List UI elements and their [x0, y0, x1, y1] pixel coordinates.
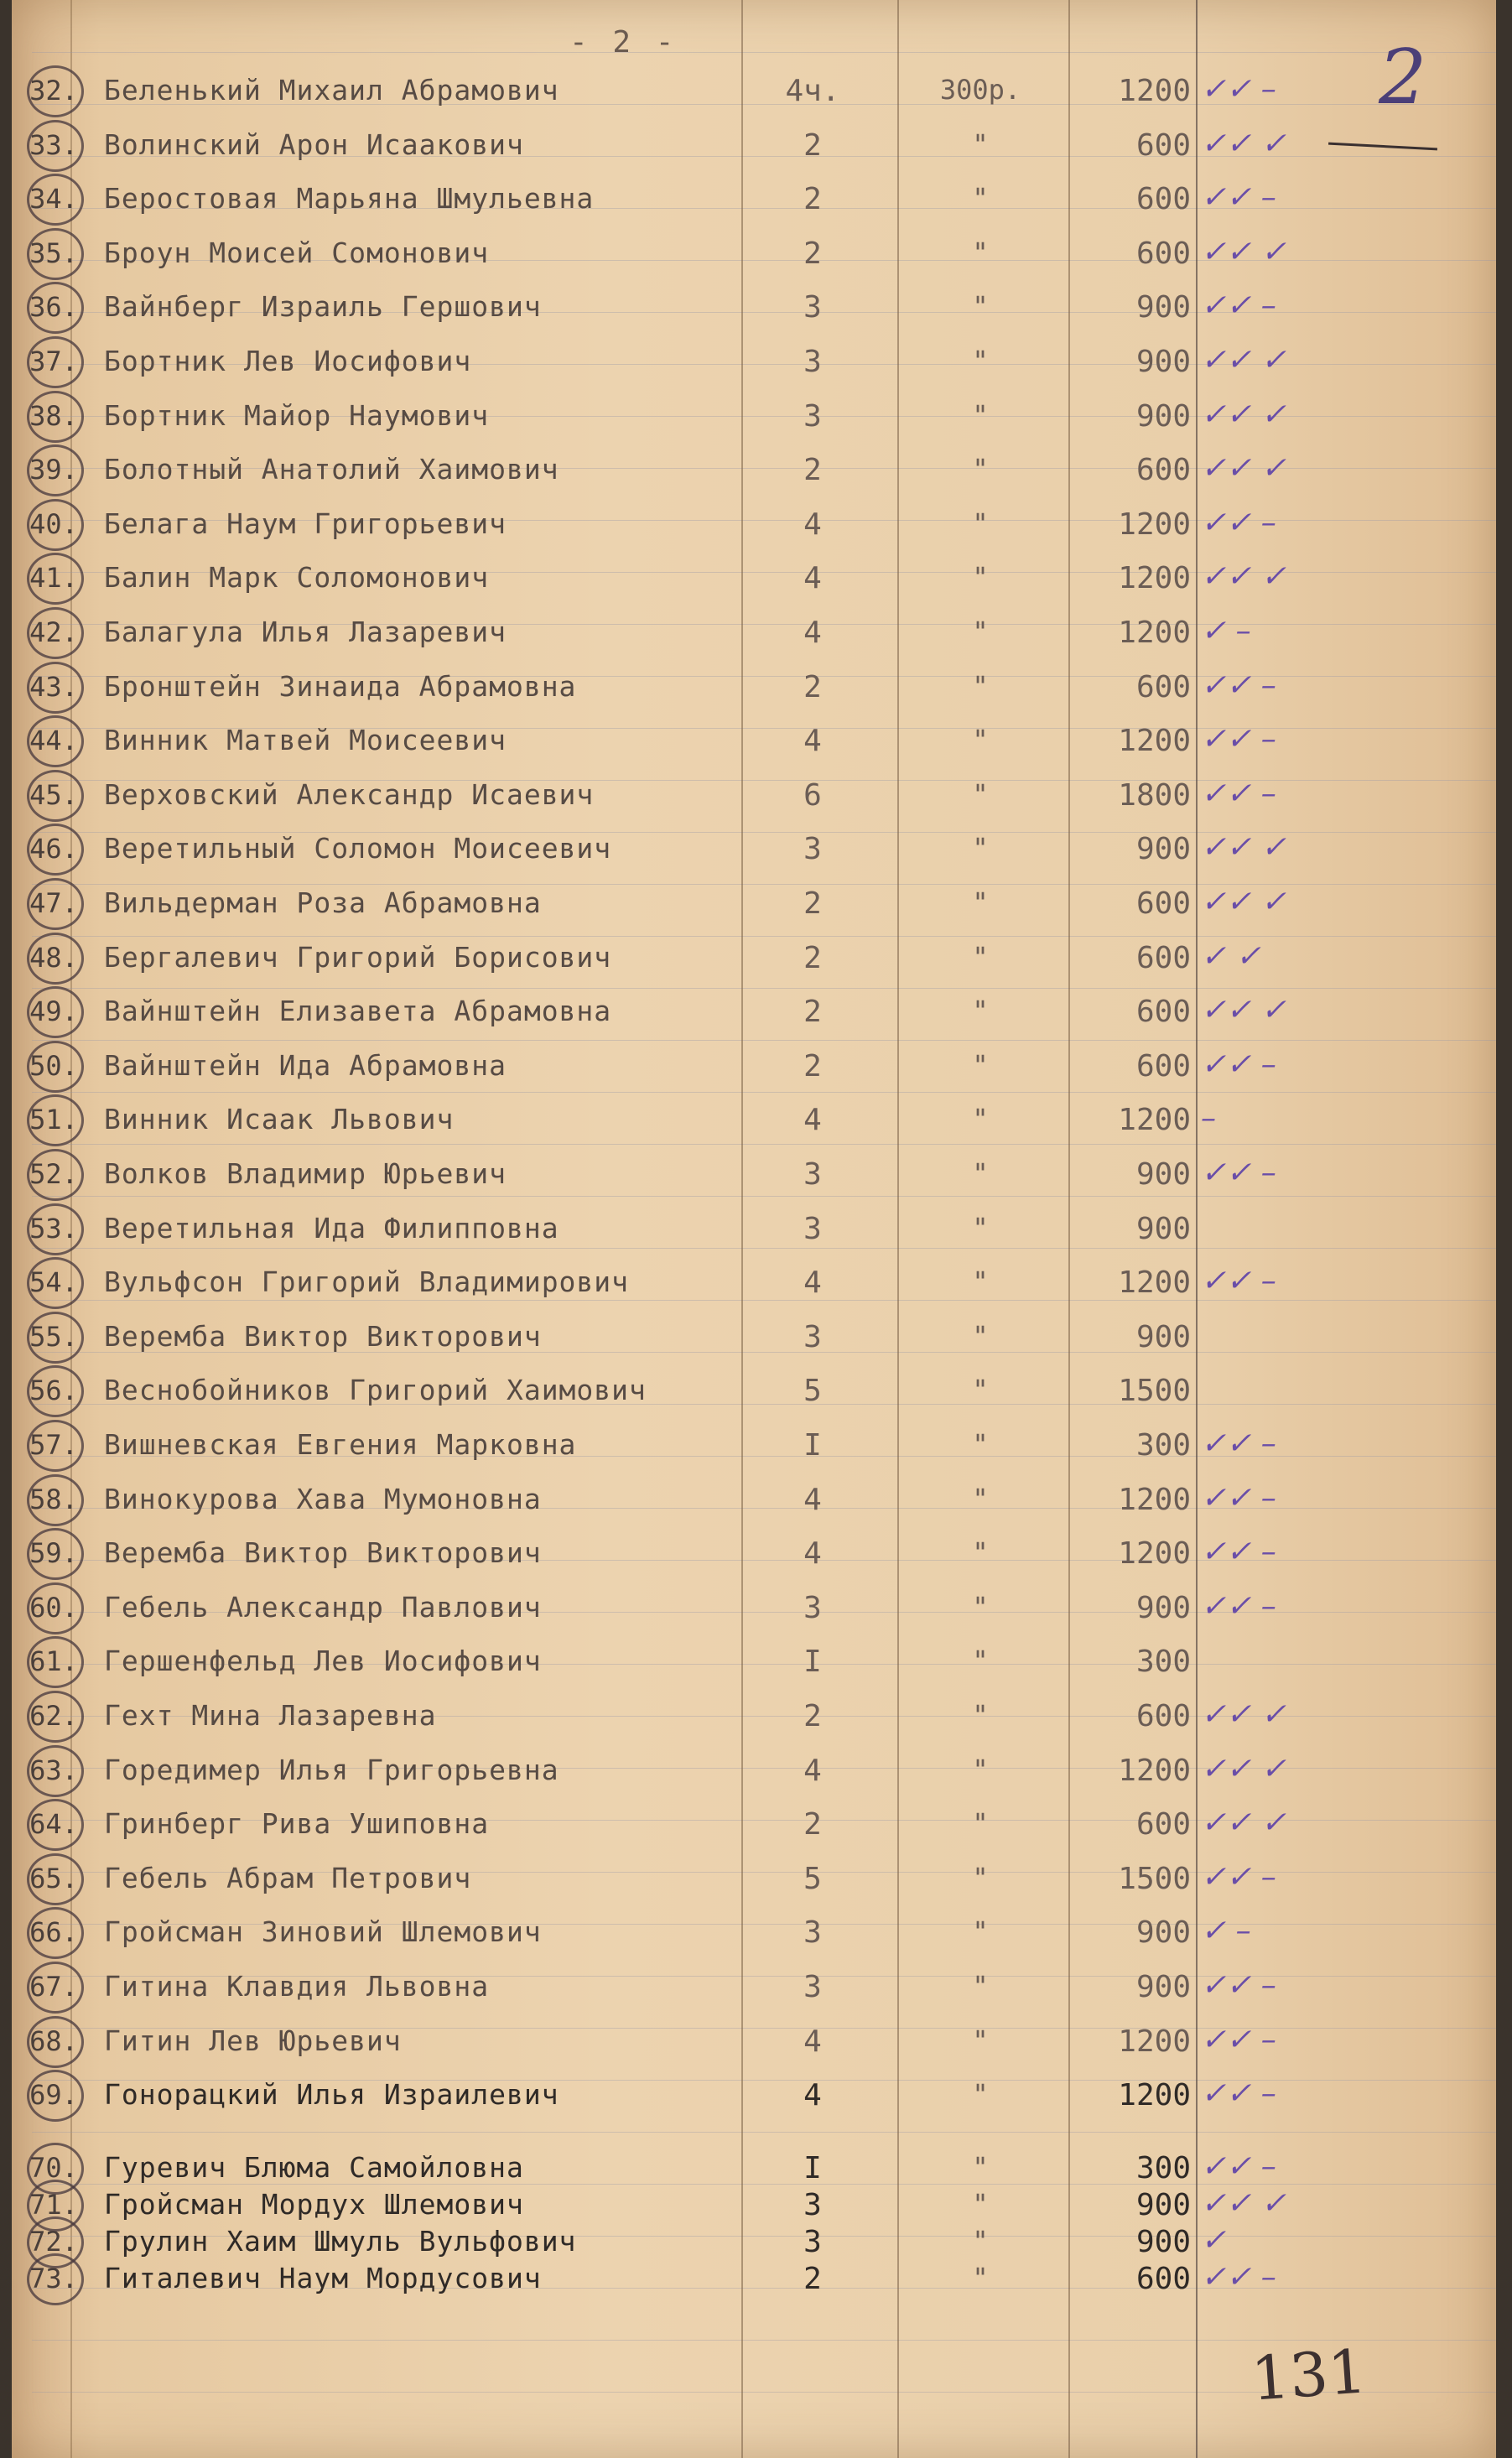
table-row — [12, 1365, 1496, 1416]
check-marks: ✓✓ – — [1201, 2260, 1276, 2294]
rate-per-person: " — [972, 1320, 989, 1352]
check-marks: ✓ ✓ — [1201, 939, 1261, 974]
amount-total: 600 — [1135, 995, 1191, 1029]
rate-per-person: " — [972, 561, 989, 593]
person-name: Болотный Анатолий Хаимович — [104, 453, 559, 486]
amount-total: 300 — [1135, 1428, 1191, 1463]
table-row — [12, 933, 1496, 983]
table-row — [12, 1853, 1496, 1904]
family-members-count: 2 — [803, 453, 822, 487]
row-number: 68. — [15, 2018, 92, 2065]
rate-per-person: " — [972, 1212, 989, 1244]
person-name: Бронштейн Зинаида Абрамовна — [104, 670, 577, 703]
check-marks: ✓✓ – — [1201, 180, 1276, 215]
row-number: 39. — [15, 446, 92, 493]
row-number: 36. — [15, 283, 92, 330]
family-members-count: 4 — [803, 724, 822, 758]
table-row — [12, 499, 1496, 549]
family-members-count: 4 — [803, 1536, 822, 1571]
family-members-count: 4 — [803, 2078, 822, 2112]
family-members-count: 3 — [803, 1212, 822, 1246]
table-row — [12, 120, 1496, 170]
family-members-count: 3 — [803, 345, 822, 379]
rate-per-person: " — [972, 832, 989, 864]
row-number: 40. — [15, 501, 92, 548]
person-name: Веремба Виктор Викторович — [104, 1320, 542, 1353]
check-marks: ✓✓ ✓ — [1201, 451, 1286, 486]
rate-per-person: " — [972, 670, 989, 702]
ruled-line — [32, 52, 1496, 53]
person-name: Беленький Михаил Абрамович — [104, 74, 559, 107]
person-name: Гринберг Рива Ушиповна — [104, 1807, 490, 1840]
check-marks: ✓✓ – — [1201, 1968, 1276, 2003]
amount-total: 1200 — [1118, 724, 1191, 758]
family-members-count: 4 — [803, 1265, 822, 1300]
amount-total: 1200 — [1118, 507, 1191, 542]
rate-per-person: " — [972, 128, 989, 160]
check-marks: ✓✓ – — [1201, 1535, 1276, 1569]
amount-total: 600 — [1135, 236, 1191, 271]
row-number: 67. — [15, 1963, 92, 2010]
amount-total: 900 — [1135, 1320, 1191, 1354]
row-number: 60. — [15, 1584, 92, 1631]
person-name: Броун Моисей Сомонович — [104, 236, 490, 269]
person-name: Гиталевич Наум Мордусович — [104, 2262, 542, 2294]
row-number: 55. — [15, 1313, 92, 1360]
row-number: 54. — [15, 1259, 92, 1306]
table-row — [12, 662, 1496, 712]
rate-per-person: " — [972, 995, 989, 1026]
rate-per-person: " — [972, 2024, 989, 2056]
family-members-count: 2 — [803, 182, 822, 216]
row-number: 41. — [15, 554, 92, 601]
amount-total: 900 — [1135, 832, 1191, 866]
sheet-number-stamp: 131 — [1249, 2336, 1369, 2414]
amount-total: 600 — [1135, 182, 1191, 216]
amount-total: 600 — [1135, 1807, 1191, 1842]
family-members-count: 4 — [803, 1103, 822, 1137]
amount-total: 1500 — [1118, 1374, 1191, 1408]
check-marks: ✓✓ – — [1201, 722, 1276, 756]
rate-per-person: " — [972, 1970, 989, 2002]
table-row — [12, 1799, 1496, 1849]
row-number: 71. — [15, 2181, 92, 2228]
rate-per-person: " — [972, 1754, 989, 1785]
check-marks: ✓✓ – — [1201, 2023, 1276, 2057]
table-row — [12, 1257, 1496, 1307]
person-name: Грулин Хаим Шмуль Вульфович — [104, 2225, 577, 2258]
person-name: Бортник Лев Иосифович — [104, 345, 472, 377]
family-members-count: 2 — [803, 670, 822, 704]
amount-total: 1500 — [1118, 1862, 1191, 1896]
row-number: 43. — [15, 663, 92, 710]
check-marks: ✓✓ – — [1201, 2076, 1276, 2111]
row-number: 73. — [15, 2255, 92, 2302]
person-name: Белага Наум Григорьевич — [104, 507, 507, 540]
table-row — [12, 2253, 1496, 2304]
row-number: 45. — [15, 772, 92, 818]
rate-per-person: " — [972, 1103, 989, 1135]
check-marks: ✓ – — [1201, 614, 1251, 648]
row-number: 34. — [15, 175, 92, 222]
table-row — [12, 1962, 1496, 2012]
person-name: Гитин Лев Юрьевич — [104, 2024, 402, 2057]
pen-stroke — [1328, 143, 1437, 151]
family-members-count: 3 — [803, 290, 822, 325]
amount-total: 1200 — [1118, 1754, 1191, 1788]
rate-per-person: " — [972, 2151, 989, 2183]
row-number: 32. — [15, 67, 92, 114]
row-number: 65. — [15, 1855, 92, 1902]
rate-per-person: " — [972, 2225, 989, 2257]
table-row — [12, 1474, 1496, 1525]
row-number: 53. — [15, 1205, 92, 1252]
rate-per-person: " — [972, 724, 989, 756]
amount-total: 900 — [1135, 345, 1191, 379]
row-number: 59. — [15, 1530, 92, 1577]
amount-total: 1200 — [1118, 616, 1191, 650]
check-marks: ✓✓ ✓ — [1201, 2186, 1286, 2221]
person-name: Веретильная Ида Филипповна — [104, 1212, 559, 1245]
check-marks: ✓✓ ✓ — [1201, 1806, 1286, 1840]
check-marks: ✓✓ – — [1201, 1047, 1276, 1082]
person-name: Веремба Виктор Викторович — [104, 1536, 542, 1569]
check-marks: ✓✓ ✓ — [1201, 398, 1286, 432]
row-number: 50. — [15, 1042, 92, 1089]
person-name: Вайнберг Израиль Гершович — [104, 290, 542, 323]
person-name: Вильдерман Роза Абрамовна — [104, 886, 542, 919]
family-members-count: 2 — [803, 1699, 822, 1733]
family-members-count: 2 — [803, 128, 822, 163]
family-members-count: 4 — [803, 561, 822, 595]
amount-total: 900 — [1135, 2225, 1191, 2259]
table-row — [12, 336, 1496, 387]
check-marks: ✓✓ ✓ — [1201, 885, 1286, 919]
check-marks: ✓✓ – — [1201, 668, 1276, 703]
table-row — [12, 1636, 1496, 1686]
amount-total: 600 — [1135, 2262, 1191, 2296]
table-row — [12, 1582, 1496, 1633]
amount-total: 600 — [1135, 886, 1191, 921]
table-row — [12, 2016, 1496, 2066]
check-marks: ✓✓ – — [1201, 288, 1276, 323]
table-row — [12, 715, 1496, 766]
rate-per-person: " — [972, 399, 989, 431]
amount-total: 600 — [1135, 1699, 1191, 1733]
family-members-count: I — [803, 1645, 822, 1679]
check-marks: – — [1201, 1101, 1216, 1135]
person-name: Бортник Майор Наумович — [104, 399, 490, 432]
person-name: Веснобойников Григорий Хаимович — [104, 1374, 647, 1406]
table-row — [12, 391, 1496, 441]
family-members-count: I — [803, 1428, 822, 1463]
check-marks: ✓✓ ✓ — [1201, 1697, 1286, 1732]
check-marks: ✓✓ – — [1201, 506, 1276, 540]
family-members-count: 2 — [803, 995, 822, 1029]
amount-total: 900 — [1135, 2188, 1191, 2222]
family-members-count: 2 — [803, 886, 822, 921]
rate-per-person: " — [972, 1265, 989, 1297]
table-row — [12, 1041, 1496, 1091]
family-members-count: 4 — [803, 2024, 822, 2059]
handwritten-page-note: 2 — [1379, 34, 1427, 122]
table-row — [12, 1094, 1496, 1145]
ruled-line — [32, 2132, 1496, 2133]
check-marks: ✓✓ – — [1201, 72, 1276, 107]
row-number: 70. — [15, 2144, 92, 2191]
amount-total: 900 — [1135, 1915, 1191, 1950]
table-row — [12, 65, 1496, 116]
amount-total: 1200 — [1118, 561, 1191, 595]
family-members-count: 2 — [803, 236, 822, 271]
row-number: 69. — [15, 2071, 92, 2118]
family-members-count: 4 — [803, 507, 822, 542]
rate-per-person: " — [972, 1862, 989, 1894]
family-members-count: 3 — [803, 2225, 822, 2259]
family-members-count: 4 — [803, 1754, 822, 1788]
check-marks: ✓✓ ✓ — [1201, 1752, 1286, 1786]
family-members-count: 2 — [803, 1807, 822, 1842]
rate-per-person: " — [972, 1157, 989, 1189]
table-row — [12, 2070, 1496, 2120]
family-members-count: 3 — [803, 1591, 822, 1625]
row-number: 42. — [15, 609, 92, 656]
rate-per-person: " — [972, 1483, 989, 1515]
rate-per-person: " — [972, 1699, 989, 1731]
family-members-count: 4 — [803, 616, 822, 650]
ruled-line — [32, 1092, 1496, 1093]
table-row — [12, 1691, 1496, 1741]
row-number: 57. — [15, 1421, 92, 1468]
table-row — [12, 1312, 1496, 1362]
rate-per-person: " — [972, 2262, 989, 2294]
family-members-count: 6 — [803, 778, 822, 813]
person-name: Вайнштейн Ида Абрамовна — [104, 1049, 507, 1082]
amount-total: 900 — [1135, 1591, 1191, 1625]
row-number: 33. — [15, 122, 92, 169]
amount-total: 600 — [1135, 128, 1191, 163]
table-row — [12, 1203, 1496, 1254]
rate-per-person: " — [972, 182, 989, 214]
amount-total: 900 — [1135, 290, 1191, 325]
amount-total: 300 — [1135, 2151, 1191, 2185]
family-members-count: 5 — [803, 1374, 822, 1408]
table-row — [12, 282, 1496, 332]
check-marks: ✓✓ ✓ — [1201, 993, 1286, 1027]
rate-per-person: " — [972, 236, 989, 268]
check-marks: ✓✓ – — [1201, 2149, 1276, 2184]
table-row — [12, 1907, 1496, 1957]
rate-per-person: " — [972, 1915, 989, 1947]
row-number: 64. — [15, 1801, 92, 1847]
rate-per-person: " — [972, 453, 989, 485]
rate-per-person: " — [972, 2188, 989, 2220]
person-name: Вульфсон Григорий Владимирович — [104, 1265, 630, 1298]
check-marks: ✓✓ – — [1201, 1264, 1276, 1298]
amount-total: 900 — [1135, 1970, 1191, 2004]
amount-total: 900 — [1135, 1157, 1191, 1192]
amount-total: 900 — [1135, 399, 1191, 434]
person-name: Вайнштейн Елизавета Абрамовна — [104, 995, 612, 1027]
amount-total: 600 — [1135, 1049, 1191, 1083]
person-name: Винокурова Хава Мумоновна — [104, 1483, 542, 1515]
amount-total: 600 — [1135, 670, 1191, 704]
amount-total: 300 — [1135, 1645, 1191, 1679]
rate-per-person: " — [972, 1049, 989, 1081]
table-row — [12, 1420, 1496, 1470]
table-row — [12, 444, 1496, 495]
check-marks: ✓✓ ✓ — [1201, 830, 1286, 865]
person-name: Гройсман Мордух Шлемович — [104, 2188, 524, 2221]
person-name: Веретильный Соломон Моисеевич — [104, 832, 612, 865]
family-members-count: 3 — [803, 1915, 822, 1950]
rate-per-person: " — [972, 2078, 989, 2110]
page-number: - 2 - — [569, 25, 678, 60]
family-members-count: I — [803, 2151, 822, 2185]
family-members-count: 3 — [803, 1320, 822, 1354]
rate-per-person: " — [972, 778, 989, 810]
row-number: 58. — [15, 1476, 92, 1523]
family-members-count: 3 — [803, 1970, 822, 2004]
check-marks: ✓✓ – — [1201, 1156, 1276, 1190]
row-number: 37. — [15, 338, 92, 385]
row-number: 62. — [15, 1692, 92, 1739]
row-number: 47. — [15, 880, 92, 927]
table-row — [12, 824, 1496, 874]
person-name: Вишневская Евгения Марковна — [104, 1428, 577, 1461]
person-name: Горедимер Илья Григорьевна — [104, 1754, 559, 1786]
amount-total: 600 — [1135, 453, 1191, 487]
rate-per-person: " — [972, 290, 989, 322]
table-row — [12, 607, 1496, 657]
amount-total: 900 — [1135, 1212, 1191, 1246]
check-marks: ✓✓ ✓ — [1201, 235, 1286, 269]
amount-total: 1200 — [1118, 1265, 1191, 1300]
row-number: 35. — [15, 230, 92, 277]
rate-per-person: " — [972, 1536, 989, 1568]
rate-per-person: " — [972, 1645, 989, 1676]
row-number: 38. — [15, 392, 92, 439]
family-members-count: 2 — [803, 1049, 822, 1083]
rate-per-person: " — [972, 1428, 989, 1460]
table-row — [12, 770, 1496, 820]
check-marks: ✓✓ – — [1201, 1589, 1276, 1624]
person-name: Гебель Александр Павлович — [104, 1591, 542, 1624]
row-number: 51. — [15, 1096, 92, 1143]
amount-total: 600 — [1135, 941, 1191, 975]
check-marks: ✓✓ – — [1201, 1860, 1276, 1894]
person-name: Волков Владимир Юрьевич — [104, 1157, 507, 1190]
rate-per-person: " — [972, 941, 989, 973]
row-number: 56. — [15, 1367, 92, 1414]
row-number: 66. — [15, 1909, 92, 1956]
check-marks: ✓✓ ✓ — [1201, 559, 1286, 594]
rate-per-person: " — [972, 1374, 989, 1406]
person-name: Балагула Илья Лазаревич — [104, 616, 507, 648]
person-name: Гебель Абрам Петрович — [104, 1862, 472, 1894]
amount-total: 1200 — [1118, 2024, 1191, 2059]
document-sheet — [12, 0, 1496, 2458]
table-row — [12, 878, 1496, 928]
check-marks: ✓✓ ✓ — [1201, 343, 1286, 377]
family-members-count: 4 — [803, 1483, 822, 1517]
check-marks: ✓✓ – — [1201, 777, 1276, 811]
family-members-count: 3 — [803, 399, 822, 434]
row-number: 72. — [15, 2218, 92, 2265]
check-marks: ✓✓ – — [1201, 1481, 1276, 1515]
rate-per-person: " — [972, 345, 989, 377]
person-name: Волинский Арон Исаакович — [104, 128, 524, 161]
family-members-count: 3 — [803, 2188, 822, 2222]
check-marks: ✓ – — [1201, 1914, 1251, 1948]
row-number: 61. — [15, 1638, 92, 1685]
row-number: 48. — [15, 934, 92, 981]
amount-total: 1200 — [1118, 1483, 1191, 1517]
table-row — [12, 553, 1496, 603]
rate-per-person: " — [972, 1591, 989, 1623]
table-row — [12, 1745, 1496, 1795]
family-members-count: 2 — [803, 2262, 822, 2296]
check-marks: ✓ — [1201, 2223, 1227, 2258]
rate-per-person: " — [972, 616, 989, 647]
amount-total: 1200 — [1118, 1103, 1191, 1137]
family-members-count: 3 — [803, 832, 822, 866]
row-number: 52. — [15, 1151, 92, 1198]
check-marks: ✓✓ ✓ — [1201, 127, 1286, 161]
person-name: Гехт Мина Лазаревна — [104, 1699, 437, 1732]
amount-total: 1800 — [1118, 778, 1191, 813]
person-name: Верховский Александр Исаевич — [104, 778, 595, 811]
person-name: Гонорацкий Илья Израилевич — [104, 2078, 559, 2111]
family-members-count: 3 — [803, 1157, 822, 1192]
person-name: Гуревич Блюма Самойловна — [104, 2151, 524, 2184]
table-row — [12, 228, 1496, 278]
rate-per-person: " — [972, 1807, 989, 1839]
table-row — [12, 174, 1496, 224]
family-members-count: 5 — [803, 1862, 822, 1896]
row-number: 44. — [15, 717, 92, 764]
rate-per-person: 300р. — [939, 74, 1021, 106]
table-row — [12, 986, 1496, 1037]
person-name: Гройсман Зиновий Шлемович — [104, 1915, 542, 1948]
rate-per-person: " — [972, 886, 989, 918]
rate-per-person: " — [972, 507, 989, 539]
row-number: 49. — [15, 988, 92, 1035]
person-name: Винник Исаак Львович — [104, 1103, 455, 1135]
person-name: Винник Матвей Моисеевич — [104, 724, 507, 756]
row-number: 63. — [15, 1747, 92, 1794]
person-name: Бергалевич Григорий Борисович — [104, 941, 612, 974]
family-members-count: 2 — [803, 941, 822, 975]
person-name: Балин Марк Соломонович — [104, 561, 490, 594]
table-row — [12, 1149, 1496, 1199]
amount-total: 1200 — [1118, 2078, 1191, 2112]
person-name: Гитина Клавдия Львовна — [104, 1970, 490, 2003]
person-name: Беростовая Марьяна Шмульевна — [104, 182, 595, 215]
row-number: 46. — [15, 825, 92, 872]
check-marks: ✓✓ – — [1201, 1426, 1276, 1461]
person-name: Гершенфельд Лев Иосифович — [104, 1645, 542, 1677]
amount-total: 1200 — [1118, 1536, 1191, 1571]
amount-total: 1200 — [1118, 74, 1191, 108]
family-members-count: 4ч. — [785, 74, 840, 108]
ruled-line — [32, 2340, 1496, 2341]
table-row — [12, 1528, 1496, 1578]
